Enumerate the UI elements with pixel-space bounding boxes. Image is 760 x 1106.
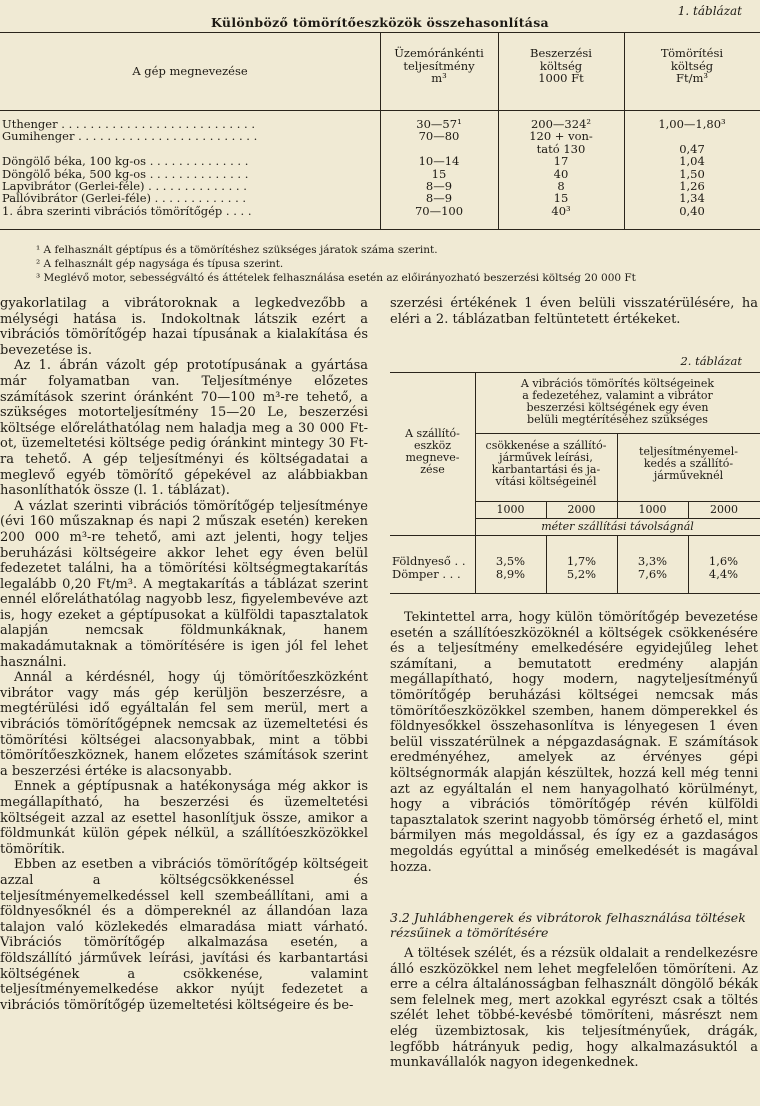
table2-value-cell: 7,6% <box>637 567 668 581</box>
table1-row-cost: 40³ <box>551 203 571 218</box>
table2-top-header <box>475 378 760 426</box>
sub-a-line: járművek leírási, <box>499 451 593 464</box>
sub-b-line: járműveknél <box>653 469 724 482</box>
top-header-line: A vibrációs tömörítés költségeinek <box>520 377 715 390</box>
row-header-line: eszköz <box>413 439 452 452</box>
header-cost-line: Beszerzési <box>530 46 592 60</box>
table2-row-name: Földnyeső . . <box>392 554 466 568</box>
header-perf-line: Üzemóránkénti <box>394 46 484 60</box>
header-comp-line: költség <box>670 58 714 73</box>
left-paragraph: Az 1. ábrán vázolt gép prototípusának a gyártása már folyamatban van. Teljesítménye előzetes számítások szerint óránként 70—100 m³-re tehető, a szükséges motorteljesítmény 15—20 Le, beszerzési költsége előreláthatólag nem haladja meg a 30 000 Ft-ot, üzemeltetési költsége pedig óránkint mintegy 30 Ft-ra tehető. A gép teljesítményi és költségadatai a meglevő egyéb tömörítő gépekével az alábbiakban hasonlíthatók össze (l. 1. táblázat). <box>0 358 368 499</box>
table2-value-cell: 8,9% <box>495 567 526 581</box>
table1-row-name: 1. ábra szerinti vibrációs tömörítőgép . . . . <box>2 203 252 218</box>
right-paragraph: Tekintettel arra, hogy külön tömörítőgép bevezetése esetén a szállítóeszközöknél a költségek csökkenésére és a teljesítmény emelkedésére egyidejűleg lehet számítani, a bemutatott eredmény alapján megállapítható, hogy modern, nagyteljesítményű tömörítőgép beruházási költségei nemcsak más tömörítőeszközökkel szemben, hanem dömperekkel és földnyesőkkel összehasonlítva is lényegesen 1 éven belül visszatérülnek a népgazdaságnak. E számítások eredményéhez, amelyek az érvényes gépi költségnormák alapján készültek, hozzá kell még tenni azt az egyáltalán el nem hanyagolható körülményt, hogy a vibrációs tömörítőgép révén külföldi tapasztalatok szerint nagyobb tömörség érhető el, mint bármilyen más megoldással, és így ez a gazdaságos megoldás egyúttal a minőség emelkedését is magával hozza. <box>390 610 758 875</box>
table2-sub-b <box>617 446 760 482</box>
table1-row-name: Gumihenger . . . . . . . . . . . . . . . . . . . . . . . . . <box>2 129 258 144</box>
table2-top-rule <box>390 372 760 373</box>
sub-a-line: vítási költségeinél <box>495 475 597 488</box>
right-top-paragraph: szerzési értékének 1 éven belüli visszatérülésére, ha eléri a 2. táblázatban feltüntetett értékeket. <box>390 296 758 327</box>
distance-unit: méter szállítási távolságnál <box>541 520 694 533</box>
table1-row-cost: 120 + von- <box>529 129 593 144</box>
left-paragraph: Ebben az esetben a vibrációs tömörítőgép költségeit azzal a költségcsökkenéssel és teljesítményemelkedéssel kell szembeállítani, ami a földnyesőknél és a dömpereknél az állandóan laza talajon való közlekedés elmaradása miatt várható. Vibrációs tömörítőgép alkalmazása esetén, a földszállító járművek leírási, javítási és karbantartási költségének a csökkenése, valamint teljesítményemelkedése akkor nyújt fedezetet a vibrációs tömörítőgép üzemeltetési költségeire és be- <box>0 857 368 1013</box>
table1-row-compaction: 0,40 <box>679 203 705 218</box>
table2-value-cell: 3,3% <box>637 554 668 568</box>
left-paragraph: gyakorlatilag a vibrátoroknak a legkedvezőbb a mélységi hatása is. Indokoltnak látszik ezért a vibrációs tömörítőgép hazai típusának a kialakítása és bevezetése is. <box>0 296 368 358</box>
table1-row-performance: 70—100 <box>414 203 464 218</box>
distance-cell: 1000 <box>496 503 525 516</box>
table1-row-cost: 15 <box>553 191 569 206</box>
header-comp-line: Ft/m³ <box>676 71 708 85</box>
top-header-line: beszerzési költségének egy éven <box>526 401 709 414</box>
sub-b-line: kedés a szállító- <box>643 457 734 470</box>
table1-row-compaction: 1,50 <box>679 166 705 181</box>
table2-value-cell: 1,7% <box>566 554 597 568</box>
table1-row-performance: 10—14 <box>418 154 460 169</box>
sub-a-line: karbantartási és ja- <box>491 463 601 476</box>
table1-row-compaction: 1,26 <box>679 179 705 193</box>
right-bottom-paragraph: A töltések szélét, és a rézsük oldalait a rendelkezésre álló eszközökkel nem lehet megfelelően tömöríteni. Az erre a célra általánosságban felhasznált döngölő békák sem felelnek meg, mert azokkal egyrészt csak a töltés szélét lehet többé-kevésbé tömöríteni, másrészt nem elég üzembiztosak, kis teljesítményűek, drágák, legfőbb hátrányuk pedig, hogy alkalmazásuktól a munkavállalók nagyon idegenkednek. <box>390 946 758 1071</box>
distance-cell: 1000 <box>638 503 667 516</box>
header-compaction-cost <box>624 47 760 85</box>
table1-row-performance: 15 <box>431 166 447 181</box>
table1-row-cost: 200—324² <box>530 117 591 131</box>
table1-row-name: Döngölő béka, 500 kg-os . . . . . . . . . . . . . . <box>2 166 249 181</box>
table1-row-performance: 8—9 <box>425 191 453 206</box>
distance-cell: 2000 <box>710 503 738 516</box>
table1-row-name: Pallóvibrátor (Gerlei-féle) . . . . . . . . . . . . . <box>2 191 247 206</box>
header-cost-line: költség <box>539 58 583 73</box>
header-purchase-cost <box>498 47 624 85</box>
header-cost-line: 1000 Ft <box>538 71 584 85</box>
table1-title: Különböző tömörítőeszközök összehasonlítása <box>211 15 549 30</box>
table1-row-name: Uthenger . . . . . . . . . . . . . . . . . . . . . . . . . . . <box>2 117 255 131</box>
left-column <box>0 296 368 1013</box>
table2-label: 2. táblázat <box>680 354 742 368</box>
table1-row-performance: 70—80 <box>418 129 460 144</box>
top-header-line: a fedezetéhez, valamint a vibrátor <box>522 389 713 402</box>
row-header-line: zése <box>420 463 445 476</box>
table2-unit-rule <box>475 518 760 519</box>
top-header-line: belüli megtérítéséhez szükséges <box>527 413 708 426</box>
footnote-1: ¹ A felhasznált géptípus és a tömörítéshez szükséges járatok száma szerint. <box>36 244 438 256</box>
footnote-3: ³ Meglévő motor, sebességváltó és áttételek felhasználása esetén az előirányozható beszerzési költség 20 000 Ft <box>36 272 636 284</box>
table1-row-name: Lapvibrátor (Gerlei-féle) . . . . . . . . . . . . . . <box>2 179 247 193</box>
table2-row-header <box>390 428 475 476</box>
table1-row-performance: 30—57¹ <box>416 117 462 131</box>
table1-row-cost: 17 <box>553 154 569 169</box>
table2-value-cell: 1,6% <box>708 554 739 568</box>
table1-row-performance: 8—9 <box>425 179 453 193</box>
left-paragraph: Annál a kérdésnél, hogy új tömörítőeszközként vibrátor vagy más gép kerüljön beszerzésre, a megtérülési idő egyáltalán fel sem merül, mert a vibrációs tömörítőgépnek nemcsak az üzemeltetési és tömörítési költségei alacsonyabbak, mint a többi tömörítőeszköznek, hanem előzetes számítások szerint a beszerzési értéke is alacsonyabb. <box>0 670 368 779</box>
table1-row-cost: tató 130 <box>536 141 586 156</box>
section-heading: 3.2 Juhlábhengerek és vibrátorok felhasználása töltések rézsűinek a tömörítésére <box>390 910 746 940</box>
table2-header-rule <box>390 535 760 536</box>
table2-value-cell: 3,5% <box>495 554 526 568</box>
table1-label: 1. táblázat <box>677 4 742 18</box>
distance-cell: 2000 <box>567 503 596 516</box>
header-machine-name: A gép megnevezése <box>132 64 248 78</box>
table1-row-name: Döngölő béka, 100 kg-os . . . . . . . . . . . . . . <box>2 154 249 169</box>
footnote-2: ² A felhasznált gép nagysága és típusa szerint. <box>36 258 284 270</box>
table1-row-compaction: 1,00—1,80³ <box>658 117 726 131</box>
sub-a-line: csökkenése a szállító- <box>485 439 607 452</box>
table1-row-compaction: 1,04 <box>679 154 705 169</box>
row-header-line: megneve- <box>405 451 460 464</box>
table2-bottom-rule <box>390 593 760 594</box>
header-perf-line: teljesítmény <box>403 58 475 73</box>
left-paragraph: Ennek a géptípusnak a hatékonysága még akkor is megállapítható, ha beszerzési és üzemeltetési költségeit azzal az esettel hasonlítjuk össze, amikor a földmunkát külön gépek nélkül, a szállítóeszközökkel tömörítik. <box>0 779 368 857</box>
table2-row-name: Dömper . . . <box>392 567 461 581</box>
table1-row-cost: 40 <box>553 166 569 181</box>
table1-row-compaction: 0,47 <box>679 141 705 156</box>
table1-bottom-rule <box>0 229 760 230</box>
sub-b-line: teljesítményemel- <box>639 445 738 458</box>
row-header-line: A szállító- <box>405 427 460 440</box>
left-paragraph: A vázlat szerinti vibrációs tömörítőgép teljesítménye (évi 160 műszaknap és napi 2 műszak esetén) kereken 200 000 m³-re tehető, ami azt jelenti, hogy teljes beruházási költségeire akkor lehet egy éven belül fedezetet találni, ha a tömörítési költségmegtakarítás legalább 0,20 Ft/m³. A megtakarítás a táblázat szerint ennél előreláthatólag nagyobb lesz, figyelembevéve azt is, hogy ezeket a géptípusokat a külföldi tapasztalatok alapján nemcsak földmunkáknak, hanem makadámutaknak a tömörítésére is igen jól fel lehet használni. <box>0 498 368 670</box>
table2-value-cell: 4,4% <box>708 567 739 581</box>
table1-row-compaction: 1,34 <box>679 191 705 206</box>
header-perf-line: m³ <box>431 71 447 85</box>
right-column <box>390 610 758 875</box>
table2-value-cell: 5,2% <box>566 567 597 581</box>
header-performance <box>380 47 498 85</box>
table1-row-cost: 8 <box>557 179 565 193</box>
table2-sub-a <box>475 440 617 488</box>
header-comp-line: Tömörítési <box>660 46 724 60</box>
